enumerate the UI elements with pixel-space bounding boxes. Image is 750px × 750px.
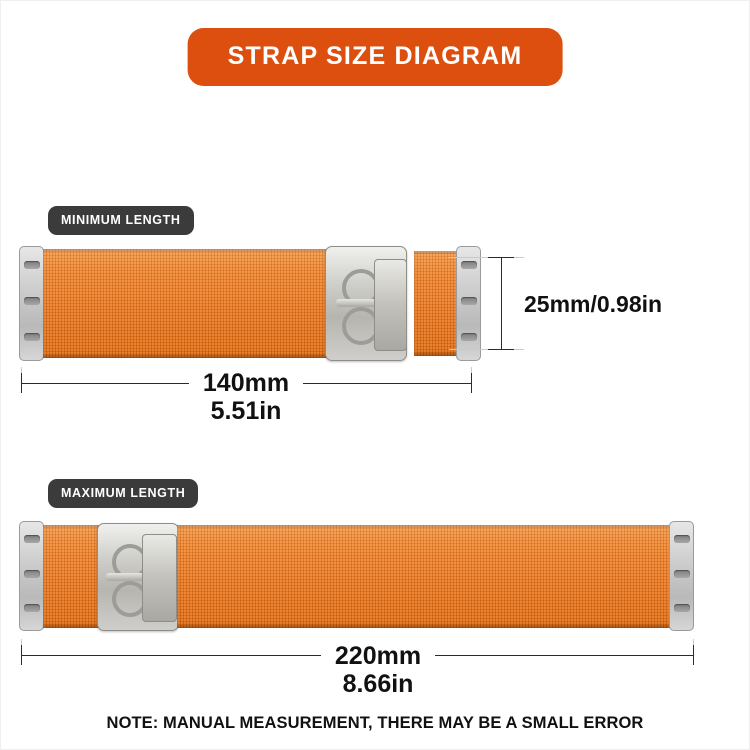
min-length-in: 5.51in <box>210 397 282 425</box>
strap-minimum <box>19 241 499 366</box>
width-tick-top <box>488 257 514 258</box>
min-length-tick-right <box>471 373 472 393</box>
band-segment-left <box>43 525 99 628</box>
min-length-dimension-line-right <box>303 383 471 384</box>
min-length-dimension-line-left <box>21 383 189 384</box>
watch-lug-right <box>456 246 481 361</box>
min-length-mm: 140mm <box>202 369 290 397</box>
band-segment-right <box>414 251 462 356</box>
max-length-mm: 220mm <box>334 642 422 670</box>
max-length-in: 8.66in <box>342 670 414 698</box>
min-length-tick-left <box>21 373 22 393</box>
measurement-note: NOTE: MANUAL MEASUREMENT, THERE MAY BE A SMALL ERROR <box>106 714 644 732</box>
maximum-length-badge: MAXIMUM LENGTH <box>48 479 198 508</box>
watch-lug-right <box>669 521 694 631</box>
max-length-dimension-line-left <box>21 655 321 656</box>
max-length-tick-left <box>21 645 22 665</box>
band-segment-left <box>43 249 343 358</box>
band-width-label: 25mm/0.98in <box>524 291 663 317</box>
minimum-length-badge: MINIMUM LENGTH <box>48 206 194 235</box>
strap-maximum <box>19 513 709 638</box>
max-length-tick-right <box>693 645 694 665</box>
max-length-label <box>317 642 439 698</box>
watch-lug-left <box>19 521 44 631</box>
metal-buckle <box>97 523 179 631</box>
watch-lug-left <box>19 246 44 361</box>
width-dimension-line <box>501 257 502 349</box>
metal-buckle <box>325 246 407 361</box>
min-length-label <box>186 369 306 425</box>
width-tick-bottom <box>488 349 514 350</box>
band-segment-right <box>177 525 673 628</box>
max-length-dimension-line-right <box>435 655 693 656</box>
page-title: STRAP SIZE DIAGRAM <box>188 28 563 86</box>
